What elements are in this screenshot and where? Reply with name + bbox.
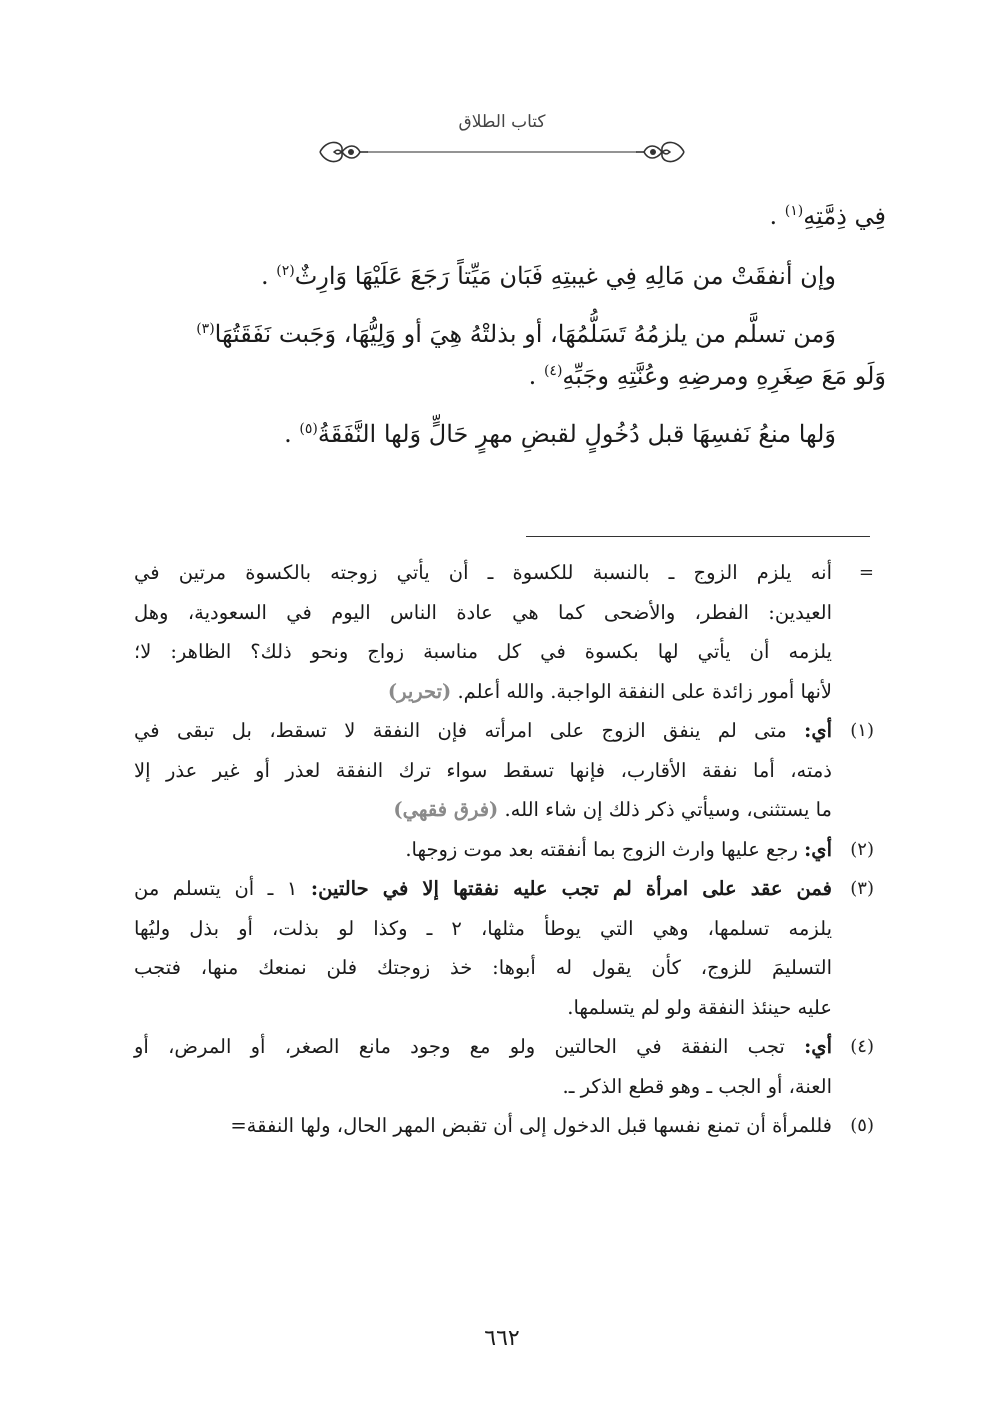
main-line-2: وإن أنفقَتْ من مَالِهِ فِي غيبتِهِ فَبَان مَيِّتاً رَجَعَ عَلَيْهَا وَارِثٌ$^{(٢)}$ . [260, 262, 836, 290]
source-tag: تحرير [397, 679, 443, 703]
main-line-4: وَلَو مَعَ صِغَرِهِ ومرضِهِ وعُنَّتِهِ وجَبِّهِ$^{(٤)}$ . [528, 362, 886, 390]
running-title: كتاب الطلاق [458, 112, 546, 132]
footnote-ref-2[interactable]: (٢) [276, 263, 295, 279]
main-text [126, 195, 886, 455]
page-number: ٦٦٢ [484, 1326, 520, 1351]
footnote-ref-1[interactable]: (١) [784, 203, 804, 219]
continuation-marker: = [858, 562, 874, 583]
footnote-marker: (٤) [850, 1036, 874, 1057]
footnote-separator [526, 536, 870, 537]
footnote-ref-5[interactable]: (٥) [299, 421, 318, 437]
footnote-2: (٢) أي: رجع عليها وارث الزوج بما أنفقته بعد موت زوجها. [134, 830, 874, 870]
main-line-5: وَلها منعُ نَفسِهَا قبل دُخُولٍ لقبضِ مهرٍ حَالٍّ وَلها النَّفَقَةُ$^{(٥)}$ . [284, 420, 836, 448]
footnote-5: (٥) فللمرأة أن تمنع نفسها قبل الدخول إلى أن تقبض المهر الحال، ولها النفقة= [134, 1106, 874, 1146]
main-line-1: فِي ذِمَّتِهِ$^{(١)}$ . [769, 202, 886, 230]
footnote-marker: (٥) [850, 1115, 874, 1136]
header-ornament [312, 134, 692, 170]
footnote-4: (٤) أي: تجب النفقة في الحالتين ولو مع وجود مانع الصغر، أو المرض، أو العنة، أو الجب ـ وهو قطع الذكر ـ. [134, 1027, 874, 1106]
footnotes [134, 553, 874, 1146]
main-line-3: وَمن تسلَّم من يلزمُهُ تَسَلُّمُهَا، أو بذلتْهُ هِيَ أو وَلِيُّهَا، وَجَبت نَفَقَتُهَا$^{(٣)}$ [196, 320, 836, 348]
footnote-marker: (٢) [850, 838, 874, 860]
footnote-ref-3[interactable]: (٣) [196, 321, 215, 337]
footnote-3: (٣) فمن عقد على امرأة لم تجب عليه نفقتها إلا في حالتين: ١ ـ أن يتسلم من يلزمه تسلمها، وهي التي يوطأ مثلها، ٢ ـ وكذا لو بذلت، أو بذل وليُها التسليمَ للزوج، كأن يقول له أبوها: خذ زوجتك فلن نمنعك منها، فتجب عليه حينئذ النفقة ولو لم يتسلمها. [134, 869, 874, 1027]
footnote-ref-4[interactable]: (٤) [543, 363, 563, 379]
source-tag: فرق فقهي [402, 798, 490, 821]
footnote-marker: (٣) [850, 878, 874, 899]
footnote-marker: (١) [850, 720, 874, 741]
footnote-1: (١) أي: متى لم ينفق الزوج على امرأته فإن النفقة لا تسقط، بل تبقى في ذمته، أما نفقة الأقارب، فإنها تسقط سواء ترك النفقة لعذر أو غير عذر إلا ما يستثنى، وسيأتي ذكر ذلك إن شاء الله. (فرق فقهي) [134, 711, 874, 830]
page-header [0, 112, 1004, 172]
footnote-continuation: = أنه يلزم الزوج ـ بالنسبة للكسوة ـ أن يأتي زوجته بالكسوة مرتين في العيدين: الفطر، والأضحى كما هي عادة الناس اليوم في السعودية، وهل يلزمه أن يأتي لها بكسوة في كل مناسبة زواج ونحو ذلك؟ الظاهر: لا؛ لأنها أمور زائدة على النفقة الواجبة. والله أعلم. (تحرير) [134, 553, 874, 711]
